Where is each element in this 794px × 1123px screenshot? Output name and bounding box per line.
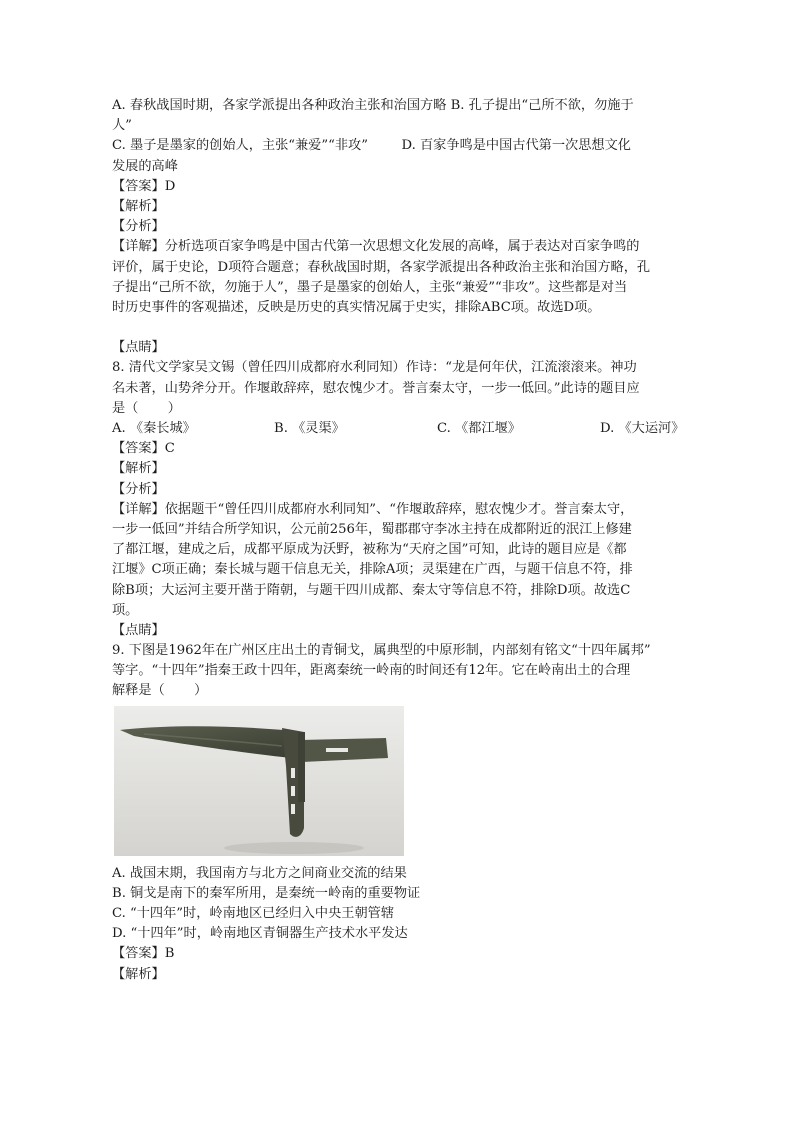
q8-detail-line: 除B项；大运河主要开凿于隋朝，与题干四川成都、秦太守等信息不符，排除D项。故选C — [112, 582, 631, 598]
q7-detail-line: 子提出“己所不欲，勿施于人”，墨子是墨家的创始人，主张“兼爱”“非攻”。这些都是对当 — [112, 279, 628, 295]
q7-detail-line: 评价，属于史论，D项符合题意；春秋战国时期，各家学派提出各种政治主张和治国方略，孔 — [112, 259, 651, 275]
bronze-ge-photo — [114, 706, 404, 856]
q9-option-c: C. “十四年”时，岭南地区已经归入中央王朝管辖 — [112, 906, 395, 921]
q8-option-b: B. 《灵渠》 — [274, 421, 345, 436]
q8-detail-line: 【详解】依据题干“曾任四川成都府水利同知”、“作堰敢辞瘁，慰农愧少才。誉言秦太守， — [112, 501, 634, 517]
q9-option-a: A. 战国末期，我国南方与北方之间商业交流的结果 — [112, 865, 407, 881]
bronze-ge-illustration — [114, 706, 404, 856]
q9-option-b: B. 铜戈是南下的秦军所用，是秦统一岭南的重要物证 — [112, 885, 421, 901]
q9-options — [112, 864, 690, 945]
q7-options — [112, 96, 690, 177]
q7-option-line: C. 墨子是墨家的创始人，主张“兼爱”“非攻” D. 百家争鸣是中国古代第一次思想文化 — [112, 138, 631, 154]
q9-jiexi-heading: 【解析】 — [112, 966, 165, 982]
q7-option-line: 人” — [112, 118, 132, 134]
q8-option-c: C. 《都江堰》 — [437, 421, 521, 436]
q8-options — [112, 419, 690, 439]
q8-detail-line: 了都江堰，建成之后，成都平原成为沃野，被称为“天府之国”可知，此诗的题目应是《都 — [112, 542, 627, 558]
q8-jiexi-heading: 【解析】 — [112, 461, 165, 477]
q9-stem — [112, 641, 690, 702]
q9-answer: 【答案】B — [112, 946, 175, 962]
q8-detail-line: 项。 — [112, 602, 139, 618]
q8-stem — [112, 358, 690, 419]
q9-stem-line: 9. 下图是1962年在广州区庄出土的青铜戈，属典型的中原形制，内部刻有铭文“十四年属邦” — [112, 643, 651, 659]
q8-detail-line: 江堰》C项正确；秦长城与题干信息无关，排除A项；灵渠建在广西，与题干信息不符，排 — [112, 562, 633, 578]
q7-option-line: 发展的高峰 — [112, 158, 178, 174]
q7-answer: 【答案】D — [112, 178, 176, 194]
q8-stem-line: 是（ ） — [112, 400, 181, 416]
q8-answer: 【答案】C — [112, 441, 175, 457]
q7-option-line: A. 春秋战国时期，各家学派提出各种政治主张和治国方略 B. 孔子提出“己所不欲，勿施于 — [112, 98, 634, 113]
q8-detail-line: 一步一低回”并结合所学知识，公元前256年，蜀郡郡守李冰主持在成都附近的泯江上修建 — [112, 521, 632, 537]
q8-option-a: A. 《秦长城》 — [112, 421, 196, 436]
q7-dianjing-heading: 【点睛】 — [112, 340, 165, 356]
q7-detail — [112, 237, 690, 318]
q7-detail-line: 时历史事件的客观描述，反映是历史的真实情况属于史实，排除ABC项。故选D项。 — [112, 299, 601, 315]
q8-stem-line: 8. 清代文学家吴文锡（曾任四川成都府水利同知）作诗：“龙是何年伏，江流滚滚来。神功 — [112, 360, 637, 376]
spacer — [112, 318, 690, 338]
q8-detail — [112, 500, 690, 621]
q8-stem-line: 名未著，山势斧分开。作堰敢辞瘁，慰农愧少才。誉言秦太守，一步一低回。”此诗的题目应 — [112, 380, 640, 396]
q9-stem-line: 等字。“十四年”指秦王政十四年，距离秦统一岭南的时间还有12年。它在岭南出土的合理 — [112, 663, 631, 679]
q8-fenxi-heading: 【分析】 — [112, 481, 165, 497]
q9-option-d: D. “十四年”时，岭南地区青铜器生产技术水平发达 — [112, 926, 408, 942]
q8-option-d: D. 《大运河》 — [600, 421, 685, 436]
document-page — [112, 96, 690, 985]
q8-dianjing-heading: 【点睛】 — [112, 622, 165, 638]
q7-fenxi-heading: 【分析】 — [112, 219, 165, 235]
q9-stem-line: 解释是（ ） — [112, 683, 208, 699]
q7-detail-line: 【详解】分析选项百家争鸣是中国古代第一次思想文化发展的高峰，属于表达对百家争鸣的 — [112, 239, 640, 255]
q7-jiexi-heading: 【解析】 — [112, 198, 165, 214]
